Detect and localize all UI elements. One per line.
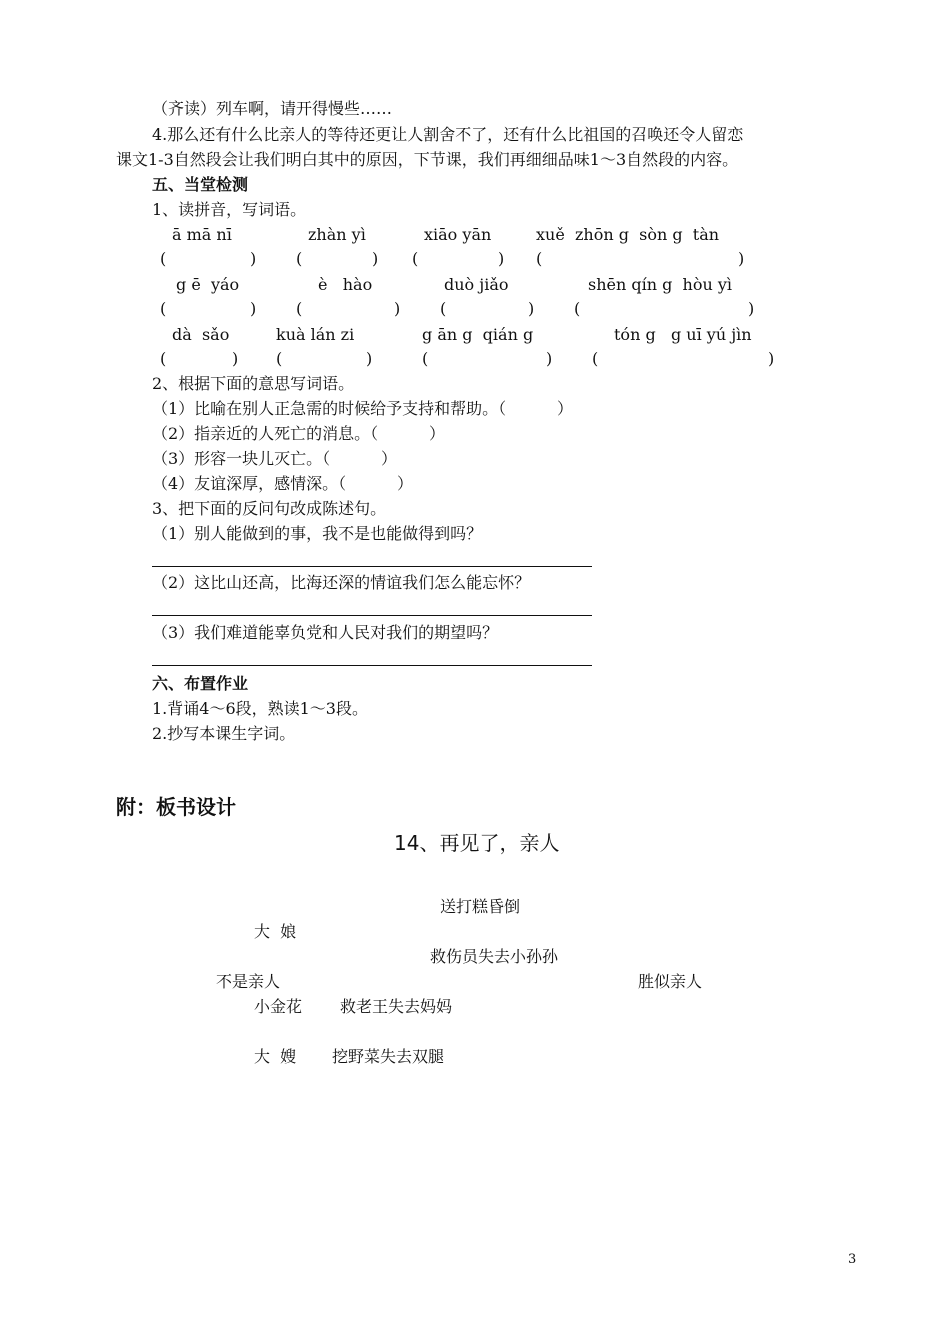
pinyin-3-2: kuà lán zi — [276, 325, 355, 344]
board-deed-4: 挖野菜失去双腿 — [332, 1047, 445, 1066]
paren-open: ( — [536, 249, 543, 268]
pinyin-3-4: tón g g uī yú jìn — [614, 325, 752, 344]
paren-close: ) — [546, 349, 553, 368]
answer-line-3 — [152, 665, 592, 666]
board-title: 14、再见了，亲人 — [394, 831, 560, 855]
paren-open: ( — [592, 349, 599, 368]
pinyin-2-1: g ē yáo — [176, 275, 240, 294]
paren-close: ) — [250, 299, 257, 318]
paren-open: ( — [574, 299, 581, 318]
paren-open: ( — [296, 249, 303, 268]
paren-close: ) — [366, 349, 373, 368]
q3-item-3: （3）我们难道能辜负党和人民对我们的期望吗？ — [152, 623, 499, 642]
board-left-label: 不是亲人 — [216, 972, 281, 991]
pinyin-2-2: è hào — [318, 275, 373, 294]
board-person-3: 大 嫂 — [254, 1047, 297, 1066]
paren-close: ) — [250, 249, 257, 268]
paragraph-4-line-1: 4.那么还有什么比亲人的等待还更让人割舍不了，还有什么比祖国的召唤还令人留恋 — [152, 125, 744, 144]
paren-close: ) — [394, 299, 401, 318]
paren-open: ( — [276, 349, 283, 368]
page-number: 3 — [848, 1252, 857, 1267]
paren-close: ) — [768, 349, 775, 368]
answer-line-2 — [152, 615, 592, 616]
paren-open: ( — [160, 249, 167, 268]
pinyin-1-4: xuě zhōn g sòn g tàn — [536, 225, 720, 244]
board-deed-1: 送打糕昏倒 — [440, 897, 521, 916]
q1-prompt: 1、读拼音，写词语。 — [152, 200, 307, 219]
board-person-2: 小金花 — [254, 997, 303, 1016]
pinyin-1-1: ā mā nī — [172, 225, 232, 244]
q2-item-4: （4）友谊深厚，感情深。（ ） — [152, 474, 414, 493]
paragraph-4-line-2: 课文1-3自然段会让我们明白其中的原因，下节课，我们再细细品味1～3自然段的内容。 — [116, 150, 739, 169]
section-6-heading: 六、布置作业 — [152, 674, 249, 693]
board-deed-2: 救伤员失去小孙孙 — [430, 947, 559, 966]
board-heading: 附：板书设计 — [116, 795, 236, 819]
q2-prompt: 2、根据下面的意思写词语。 — [152, 374, 355, 393]
paren-open: ( — [296, 299, 303, 318]
q2-item-1: （1）比喻在别人正急需的时候给予支持和帮助。（ ） — [152, 399, 574, 418]
paren-close: ) — [738, 249, 745, 268]
q2-item-3: （3）形容一块儿灭亡。（ ） — [152, 449, 398, 468]
pinyin-3-3: g ān g qián g — [422, 325, 534, 344]
paren-close: ) — [748, 299, 755, 318]
reading-line: （齐读）列车啊，请开得慢些…… — [152, 99, 393, 118]
homework-item-1: 1.背诵4～6段，熟读1～3段。 — [152, 699, 368, 718]
paren-open: ( — [160, 299, 167, 318]
paren-open: ( — [412, 249, 419, 268]
section-5-heading: 五、当堂检测 — [152, 175, 249, 194]
pinyin-2-3: duò jiǎo — [444, 275, 509, 294]
answer-line-1 — [152, 566, 592, 567]
paren-open: ( — [160, 349, 167, 368]
paren-open: ( — [440, 299, 447, 318]
paren-close: ) — [528, 299, 535, 318]
board-deed-3: 救老王失去妈妈 — [340, 997, 453, 1016]
q3-item-1: （1）别人能做到的事，我不是也能做得到吗？ — [152, 524, 483, 543]
q3-item-2: （2）这比山还高，比海还深的情谊我们怎么能忘怀？ — [152, 573, 531, 592]
pinyin-3-1: dà sǎo — [172, 325, 230, 344]
q3-prompt: 3、把下面的反问句改成陈述句。 — [152, 499, 387, 518]
pinyin-1-2: zhàn yì — [308, 225, 366, 244]
paren-close: ) — [372, 249, 379, 268]
board-right-label: 胜似亲人 — [638, 972, 703, 991]
paren-open: ( — [422, 349, 429, 368]
pinyin-1-3: xiāo yān — [424, 225, 492, 244]
homework-item-2: 2.抄写本课生字词。 — [152, 724, 296, 743]
pinyin-2-4: shēn qín g hòu yì — [588, 275, 733, 294]
paren-close: ) — [498, 249, 505, 268]
paren-close: ) — [232, 349, 239, 368]
board-person-1: 大 娘 — [254, 922, 297, 941]
q2-item-2: （2）指亲近的人死亡的消息。（ ） — [152, 424, 446, 443]
